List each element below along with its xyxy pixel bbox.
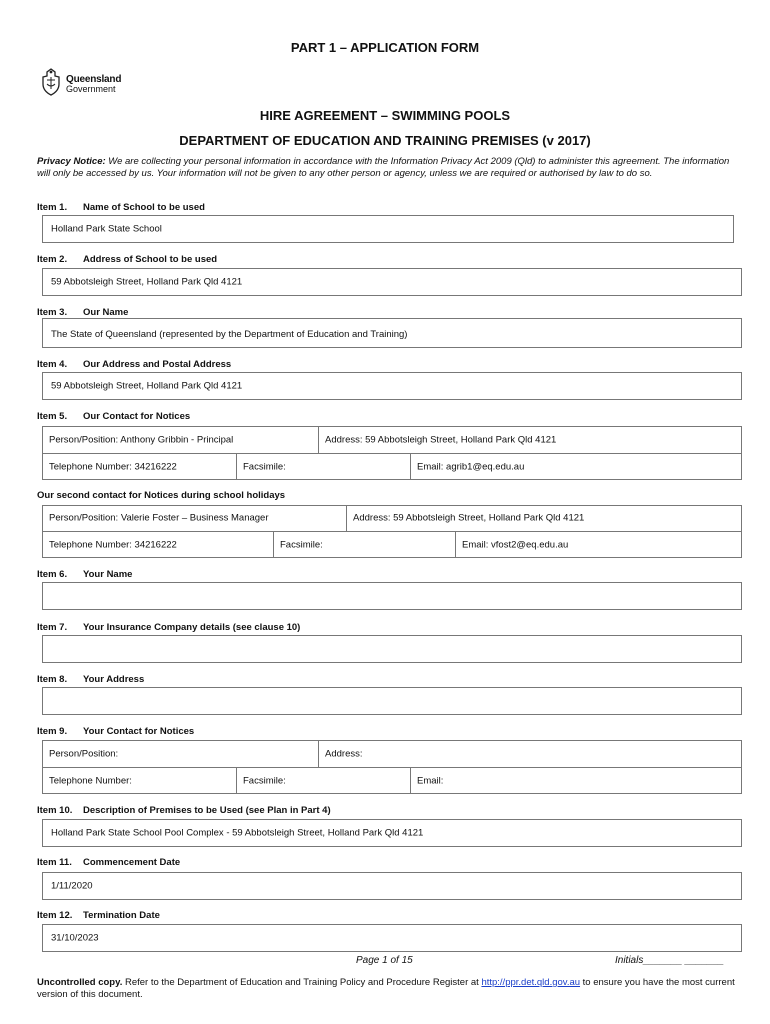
- page-number: Page 1 of 15: [356, 955, 413, 966]
- crest-icon: [40, 68, 62, 96]
- item-5-label: Item 5. Our Contact for Notices: [37, 411, 191, 422]
- item-6-field[interactable]: [42, 582, 742, 610]
- item-5-email-cell[interactable]: Email: agrib1@eq.edu.au: [417, 461, 525, 472]
- item-6-label: Item 6. Your Name: [37, 569, 133, 580]
- item-10-value: Holland Park State School Pool Complex - 59 Abbotsleigh Street, Holland Park Qld 4121: [51, 827, 424, 839]
- privacy-notice-label: Privacy Notice:: [37, 156, 106, 167]
- item-12-value: 31/10/2023: [51, 932, 99, 944]
- item-3-value: The State of Queensland (represented by the Department of Education and Training): [51, 329, 408, 340]
- item-9-fax-cell[interactable]: Facsimile:: [243, 775, 286, 786]
- second-contact-phone-cell[interactable]: Telephone Number: 34216222: [49, 539, 177, 550]
- item-5-fax-cell[interactable]: Facsimile:: [243, 461, 286, 472]
- item-4-value: 59 Abbotsleigh Street, Holland Park Qld 4121: [51, 380, 243, 392]
- item-12-field[interactable]: [42, 924, 742, 952]
- item-5-person-cell[interactable]: Person/Position: Anthony Gribbin - Principal: [49, 434, 234, 445]
- second-contact-email-cell[interactable]: Email: vfost2@eq.edu.au: [462, 539, 569, 550]
- item-1-value: Holland Park State School: [51, 223, 162, 235]
- item-9-person-cell[interactable]: Person/Position:: [49, 748, 119, 759]
- logo-text-government: Government: [66, 84, 116, 94]
- item-2-value: 59 Abbotsleigh Street, Holland Park Qld 4121: [51, 276, 243, 288]
- uncontrolled-copy-notice: Uncontrolled copy. Refer to the Department of Education and Training Policy and Procedure Register at http://ppr.det.qld.gov.au to ensure you have the most current version of this document.: [37, 977, 735, 1000]
- logo-text-queensland: Queensland: [66, 74, 122, 85]
- item-9-address-cell[interactable]: Address:: [325, 748, 363, 759]
- second-contact-label: Our second contact for Notices during school holidays: [37, 490, 286, 501]
- item-8-label: Item 8. Your Address: [37, 674, 145, 685]
- initials-line: Initials_______ _______: [615, 955, 724, 966]
- item-2-field[interactable]: [42, 268, 742, 296]
- queensland-government-logo: [40, 68, 140, 98]
- item-7-label: Item 7. Your Insurance Company details (see clause 10): [37, 622, 301, 633]
- item-1-field[interactable]: [42, 215, 734, 243]
- second-contact-person-cell[interactable]: Person/Position: Valerie Foster – Business Manager: [49, 512, 269, 524]
- item-1-label: Item 1. Name of School to be used: [37, 202, 205, 213]
- privacy-notice-text: We are collecting your personal information in accordance with the Information Privacy Act 2009 (Qld) to administer this agreement. The information will only be accessed by us. Your information will not be given to any other person or agency, unless we are required or authorised by law to do so.: [37, 156, 730, 179]
- item-11-value: 1/11/2020: [51, 880, 93, 892]
- item-3-label: Item 3. Our Name: [37, 307, 129, 318]
- item-4-field[interactable]: [42, 372, 742, 400]
- item-11-field[interactable]: [42, 872, 742, 900]
- item-5-phone-cell[interactable]: Telephone Number: 34216222: [49, 461, 177, 472]
- item-9-email-cell[interactable]: Email:: [417, 775, 444, 786]
- item-7-field[interactable]: [42, 635, 742, 663]
- item-4-label: Item 4. Our Address and Postal Address: [37, 359, 232, 370]
- item-9-phone-cell[interactable]: Telephone Number:: [49, 775, 132, 786]
- item-11-label: Item 11. Commencement Date: [37, 857, 181, 868]
- item-10-label: Item 10. Description of Premises to be Used (see Plan in Part 4): [37, 805, 331, 816]
- privacy-notice: [37, 156, 737, 180]
- item-9-label: Item 9. Your Contact for Notices: [37, 726, 195, 737]
- department-title: DEPARTMENT OF EDUCATION AND TRAINING PREMISES (v 2017): [179, 133, 591, 148]
- item-5-address-cell[interactable]: Address: 59 Abbotsleigh Street, Holland Park Qld 4121: [325, 434, 557, 445]
- item-10-field[interactable]: [42, 819, 742, 847]
- policy-register-link[interactable]: http://ppr.det.qld.gov.au: [481, 977, 581, 988]
- second-contact-address-cell[interactable]: Address: 59 Abbotsleigh Street, Holland Park Qld 4121: [353, 512, 585, 524]
- item-3-field[interactable]: [42, 318, 742, 348]
- part-title: PART 1 – APPLICATION FORM: [290, 40, 480, 55]
- agreement-title: HIRE AGREEMENT – SWIMMING POOLS: [259, 108, 511, 123]
- second-contact-fax-cell[interactable]: Facsimile:: [280, 539, 323, 550]
- item-8-field[interactable]: [42, 687, 742, 715]
- item-2-label: Item 2. Address of School to be used: [37, 254, 218, 265]
- item-12-label: Item 12. Termination Date: [37, 910, 160, 921]
